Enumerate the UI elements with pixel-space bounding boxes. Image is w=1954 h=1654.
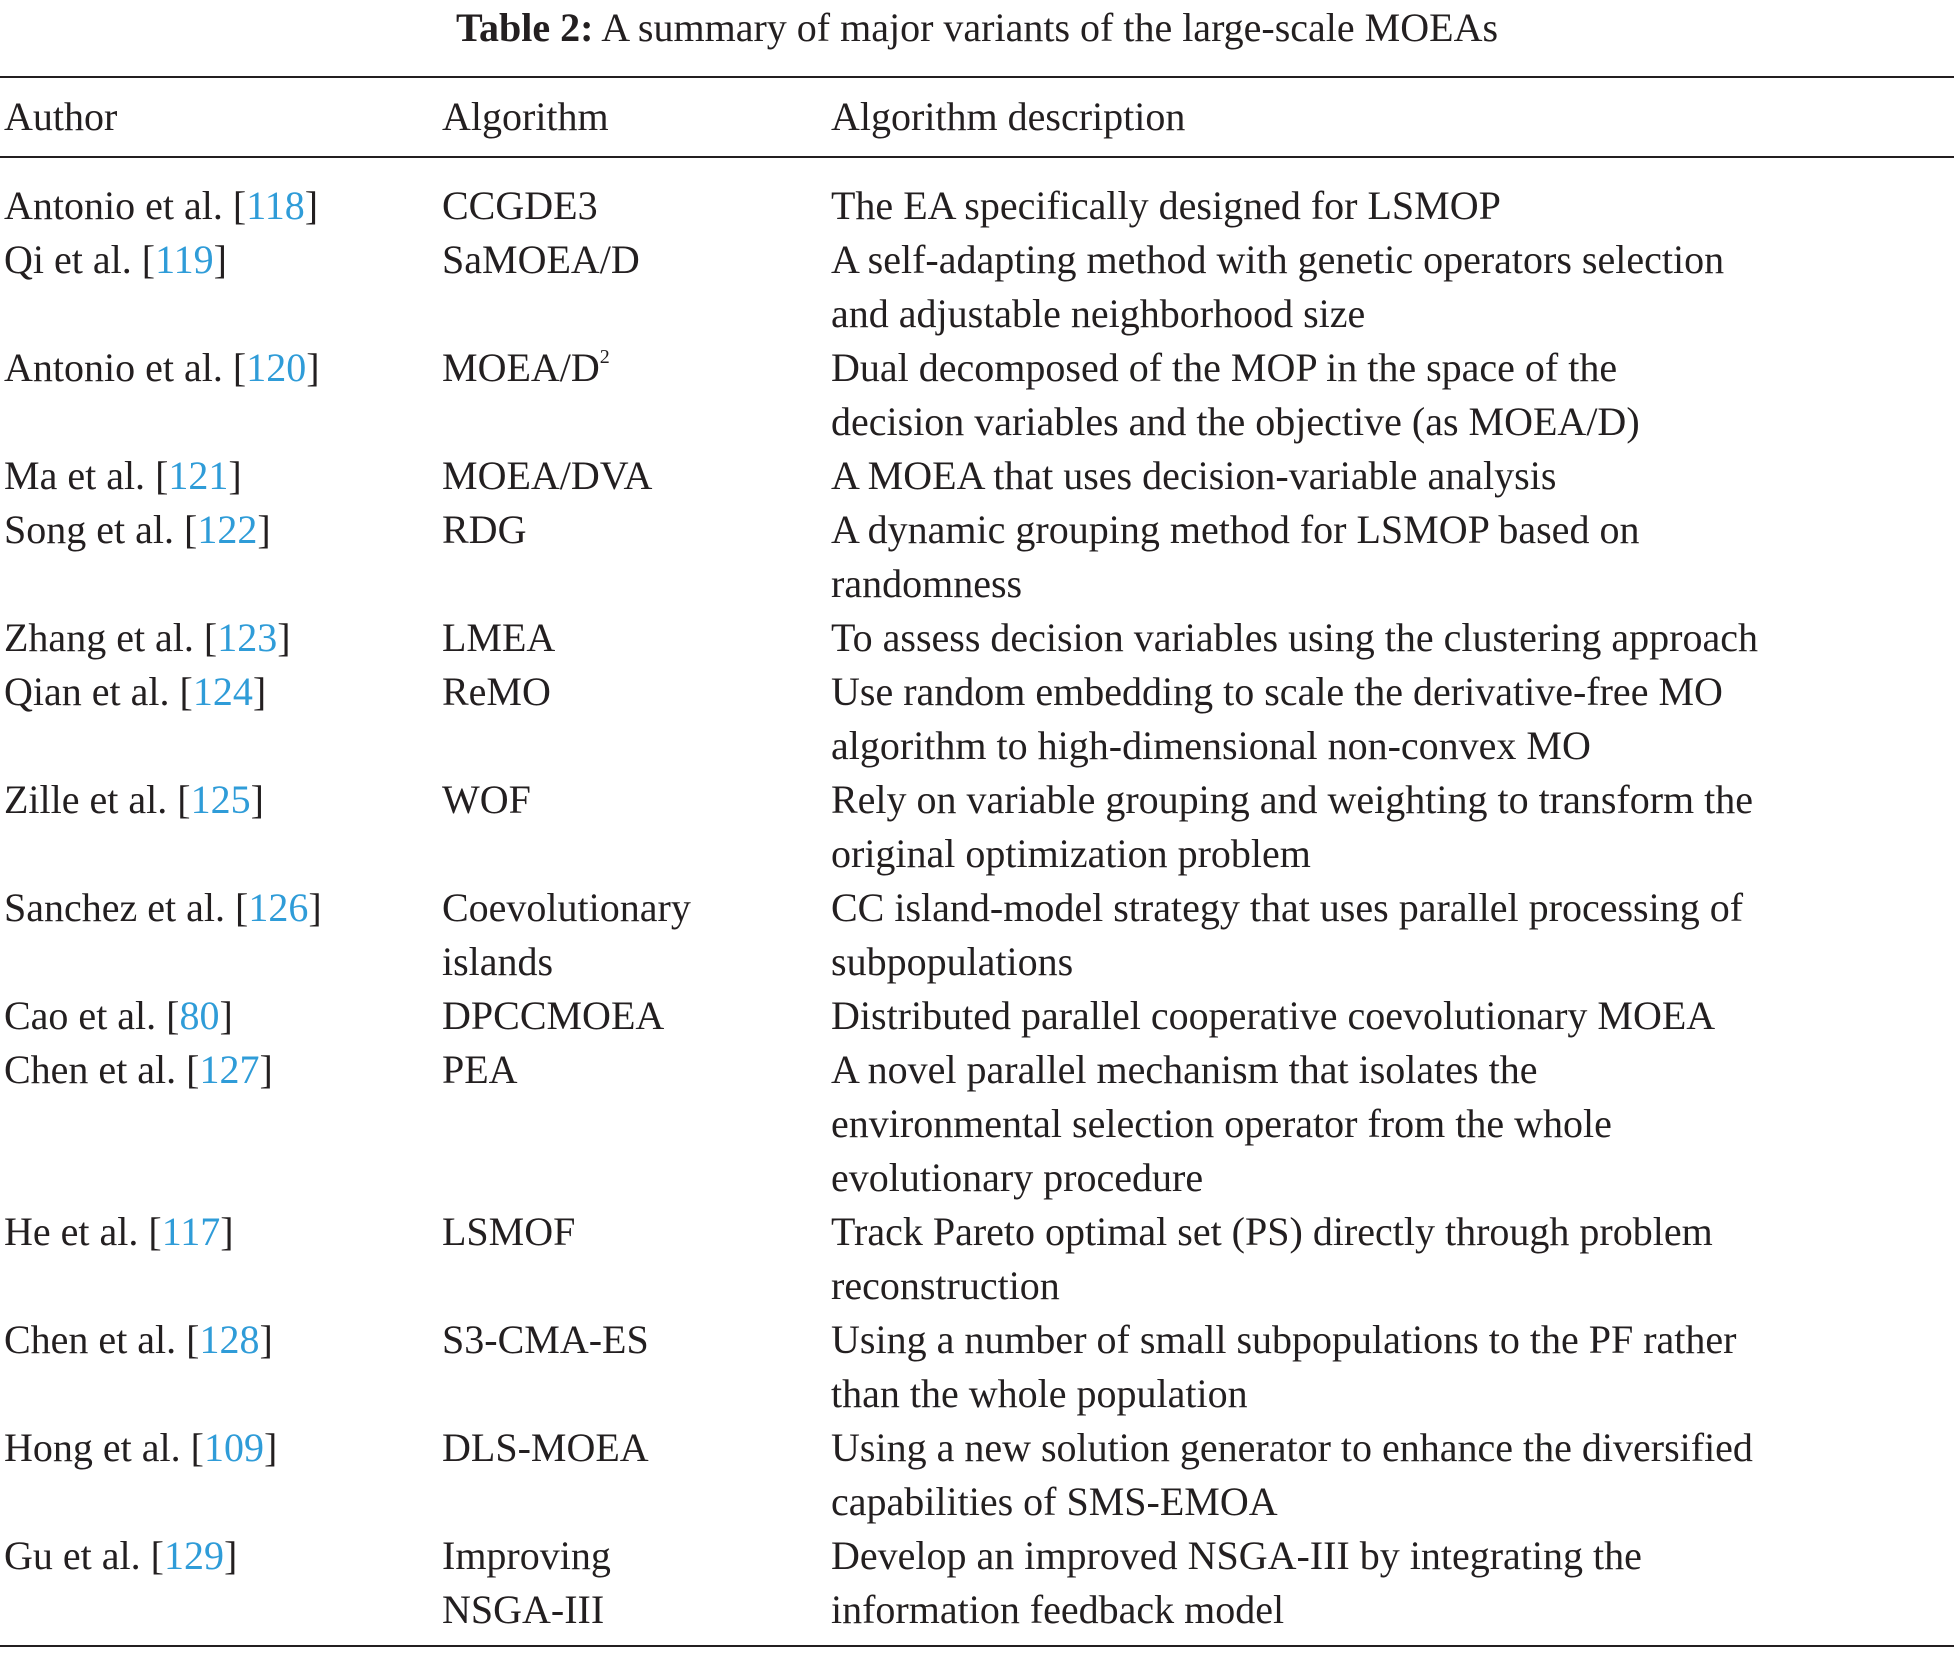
description-line: original optimization problem xyxy=(831,831,1311,876)
citation-link[interactable]: 109 xyxy=(203,1425,264,1470)
algorithm-text: WOF xyxy=(442,777,531,822)
description-cell xyxy=(831,773,1954,881)
algorithm-line xyxy=(442,449,831,503)
description-line: subpopulations xyxy=(831,939,1074,984)
author-cell: Chen et al. [128] xyxy=(4,1317,273,1362)
description-line: Use random embedding to scale the derivative-free MO xyxy=(831,669,1723,714)
algorithm-line xyxy=(442,881,831,935)
algorithm-cell xyxy=(442,1313,831,1421)
description-line: randomness xyxy=(831,561,1023,606)
algorithm-text: Coevolutionary xyxy=(442,885,691,930)
description-line: A self-adapting method with genetic operators selection xyxy=(831,237,1725,282)
algorithm-line xyxy=(442,665,831,719)
table-row xyxy=(0,611,1954,665)
algorithm-cell xyxy=(442,1043,831,1205)
table-row xyxy=(0,1043,1954,1205)
algorithm-superscript: 2 xyxy=(599,345,610,368)
algorithm-text: ReMO xyxy=(442,669,551,714)
author-cell: Qi et al. [119] xyxy=(4,237,227,282)
citation-link[interactable]: 123 xyxy=(217,615,278,660)
author-name: Ma et al. xyxy=(4,453,146,498)
description-cell xyxy=(831,1043,1954,1205)
algorithm-text: NSGA-III xyxy=(442,1587,605,1632)
description-cell xyxy=(831,341,1954,449)
author-name: Qi et al. xyxy=(4,237,132,282)
description-line: A novel parallel mechanism that isolates the xyxy=(831,1047,1538,1092)
summary-table xyxy=(0,76,1954,1647)
table-row xyxy=(0,665,1954,773)
description-cell xyxy=(831,1205,1954,1313)
algorithm-text: DPCCMOEA xyxy=(442,993,665,1038)
citation-link[interactable]: 129 xyxy=(163,1533,224,1578)
citation-link[interactable]: 119 xyxy=(155,237,214,282)
caption-text: A summary of major variants of the large-scale MOEAs xyxy=(601,5,1499,50)
description-cell xyxy=(831,179,1954,233)
author-cell: Cao et al. [80] xyxy=(4,993,233,1038)
description-cell xyxy=(831,1313,1954,1421)
algorithm-text: islands xyxy=(442,939,554,984)
algorithm-line xyxy=(442,1313,831,1367)
description-line: capabilities of SMS-EMOA xyxy=(831,1479,1278,1524)
algorithm-line xyxy=(442,1205,831,1259)
algorithm-line xyxy=(442,233,831,287)
header-description: Algorithm description xyxy=(831,94,1186,139)
algorithm-cell xyxy=(442,449,831,503)
algorithm-text: PEA xyxy=(442,1047,518,1092)
citation-link[interactable]: 128 xyxy=(199,1317,260,1362)
table-row xyxy=(0,1313,1954,1421)
description-cell xyxy=(831,989,1954,1043)
algorithm-text: CCGDE3 xyxy=(442,183,598,228)
algorithm-cell xyxy=(442,665,831,773)
description-line: algorithm to high-dimensional non-convex MO xyxy=(831,723,1591,768)
author-cell: Chen et al. [127] xyxy=(4,1047,273,1092)
description-line: The EA specifically designed for LSMOP xyxy=(831,183,1501,228)
citation-link[interactable]: 117 xyxy=(161,1209,221,1254)
author-name: Zille et al. xyxy=(4,777,168,822)
table-row xyxy=(0,1205,1954,1313)
algorithm-text: S3-CMA-ES xyxy=(442,1317,649,1362)
citation-link[interactable]: 124 xyxy=(192,669,253,714)
author-name: Hong et al. xyxy=(4,1425,181,1470)
description-line: Using a number of small subpopulations to the PF rather xyxy=(831,1317,1737,1362)
description-cell xyxy=(831,233,1954,341)
algorithm-line xyxy=(442,1583,831,1637)
description-line: A dynamic grouping method for LSMOP based on xyxy=(831,507,1640,552)
author-name: Sanchez et al. xyxy=(4,885,225,930)
bottom-rule xyxy=(0,1645,1954,1647)
header-author: Author xyxy=(4,94,118,139)
description-line: Develop an improved NSGA-III by integrating the xyxy=(831,1533,1642,1578)
table-label: Table 2: xyxy=(455,5,594,50)
author-name: Antonio et al. xyxy=(4,345,223,390)
author-cell: Hong et al. [109] xyxy=(4,1425,278,1470)
algorithm-line xyxy=(442,341,831,395)
algorithm-line xyxy=(442,773,831,827)
algorithm-line xyxy=(442,1043,831,1097)
algorithm-line xyxy=(442,935,831,989)
citation-link[interactable]: 121 xyxy=(168,453,229,498)
author-cell: Antonio et al. [118] xyxy=(4,183,319,228)
author-name: Gu et al. xyxy=(4,1533,141,1578)
author-name: Qian et al. xyxy=(4,669,170,714)
algorithm-cell xyxy=(442,881,831,989)
author-name: Zhang et al. xyxy=(4,615,194,660)
header-algorithm: Algorithm xyxy=(442,94,609,139)
description-line: CC island-model strategy that uses parallel processing of xyxy=(831,885,1744,930)
algorithm-cell xyxy=(442,503,831,611)
table-row xyxy=(0,449,1954,503)
description-cell xyxy=(831,665,1954,773)
algorithm-line xyxy=(442,1529,831,1583)
table-row xyxy=(0,773,1954,881)
description-line: A MOEA that uses decision-variable analysis xyxy=(831,453,1557,498)
description-cell xyxy=(831,611,1954,665)
author-name: Cao et al. xyxy=(4,993,157,1038)
description-line: reconstruction xyxy=(831,1263,1060,1308)
algorithm-cell xyxy=(442,611,831,665)
table-row xyxy=(0,1529,1954,1637)
author-name: Antonio et al. xyxy=(4,183,223,228)
author-cell: Song et al. [122] xyxy=(4,507,271,552)
algorithm-cell xyxy=(442,1205,831,1313)
algorithm-text: MOEA/D xyxy=(442,345,600,390)
algorithm-line xyxy=(442,503,831,557)
description-line: and adjustable neighborhood size xyxy=(831,291,1366,336)
table-row xyxy=(0,1421,1954,1529)
author-cell: Qian et al. [124] xyxy=(4,669,267,714)
algorithm-line xyxy=(442,179,831,233)
description-cell xyxy=(831,449,1954,503)
table-row xyxy=(0,233,1954,341)
algorithm-line xyxy=(442,1421,831,1475)
author-cell: Zille et al. [125] xyxy=(4,777,264,822)
algorithm-line xyxy=(442,611,831,665)
description-cell xyxy=(831,1529,1954,1637)
description-line: Dual decomposed of the MOP in the space of the xyxy=(831,345,1618,390)
table-caption xyxy=(0,4,1954,52)
algorithm-text: RDG xyxy=(442,507,527,552)
citation-link[interactable]: 80 xyxy=(179,993,220,1038)
algorithm-text: LSMOF xyxy=(442,1209,576,1254)
citation-link[interactable]: 122 xyxy=(197,507,258,552)
author-cell: Sanchez et al. [126] xyxy=(4,885,322,930)
description-line: Track Pareto optimal set (PS) directly through problem xyxy=(831,1209,1713,1254)
description-cell xyxy=(831,1421,1954,1529)
author-cell: Gu et al. [129] xyxy=(4,1533,238,1578)
algorithm-text: LMEA xyxy=(442,615,556,660)
citation-link[interactable]: 120 xyxy=(246,345,307,390)
description-cell xyxy=(831,881,1954,989)
description-line: than the whole population xyxy=(831,1371,1248,1416)
algorithm-cell xyxy=(442,773,831,881)
algorithm-text: SaMOEA/D xyxy=(442,237,640,282)
algorithm-cell xyxy=(442,233,831,341)
table-row xyxy=(0,989,1954,1043)
algorithm-cell xyxy=(442,989,831,1043)
algorithm-cell xyxy=(442,1421,831,1529)
citation-link[interactable]: 127 xyxy=(199,1047,260,1092)
description-line: Using a new solution generator to enhance the diversified xyxy=(831,1425,1753,1470)
author-cell: Zhang et al. [123] xyxy=(4,615,291,660)
author-cell: Antonio et al. [120] xyxy=(4,345,320,390)
author-cell: He et al. [117] xyxy=(4,1209,234,1254)
table-row xyxy=(0,503,1954,611)
description-line: environmental selection operator from the whole xyxy=(831,1101,1612,1146)
algorithm-cell xyxy=(442,341,831,449)
description-cell xyxy=(831,503,1954,611)
author-name: He et al. xyxy=(4,1209,139,1254)
author-cell: Ma et al. [121] xyxy=(4,453,242,498)
author-name: Chen et al. xyxy=(4,1047,177,1092)
algorithm-text: Improving xyxy=(442,1533,611,1578)
citation-link[interactable]: 126 xyxy=(248,885,309,930)
algorithm-text: DLS-MOEA xyxy=(442,1425,649,1470)
description-line: Distributed parallel cooperative coevolutionary MOEA xyxy=(831,993,1716,1038)
author-name: Song et al. xyxy=(4,507,174,552)
algorithm-cell xyxy=(442,179,831,233)
description-line: decision variables and the objective (as MOEA/D) xyxy=(831,399,1640,444)
citation-link[interactable]: 118 xyxy=(246,183,305,228)
table-row xyxy=(0,881,1954,989)
author-name: Chen et al. xyxy=(4,1317,177,1362)
algorithm-line xyxy=(442,989,831,1043)
algorithm-cell xyxy=(442,1529,831,1637)
description-line: evolutionary procedure xyxy=(831,1155,1204,1200)
description-line: To assess decision variables using the clustering approach xyxy=(831,615,1758,660)
table-row xyxy=(0,179,1954,233)
description-line: information feedback model xyxy=(831,1587,1285,1632)
algorithm-text: MOEA/DVA xyxy=(442,453,653,498)
table-body xyxy=(0,158,1954,1645)
table-header xyxy=(0,78,1954,156)
description-line: Rely on variable grouping and weighting to transform the xyxy=(831,777,1754,822)
table-row xyxy=(0,341,1954,449)
citation-link[interactable]: 125 xyxy=(190,777,251,822)
